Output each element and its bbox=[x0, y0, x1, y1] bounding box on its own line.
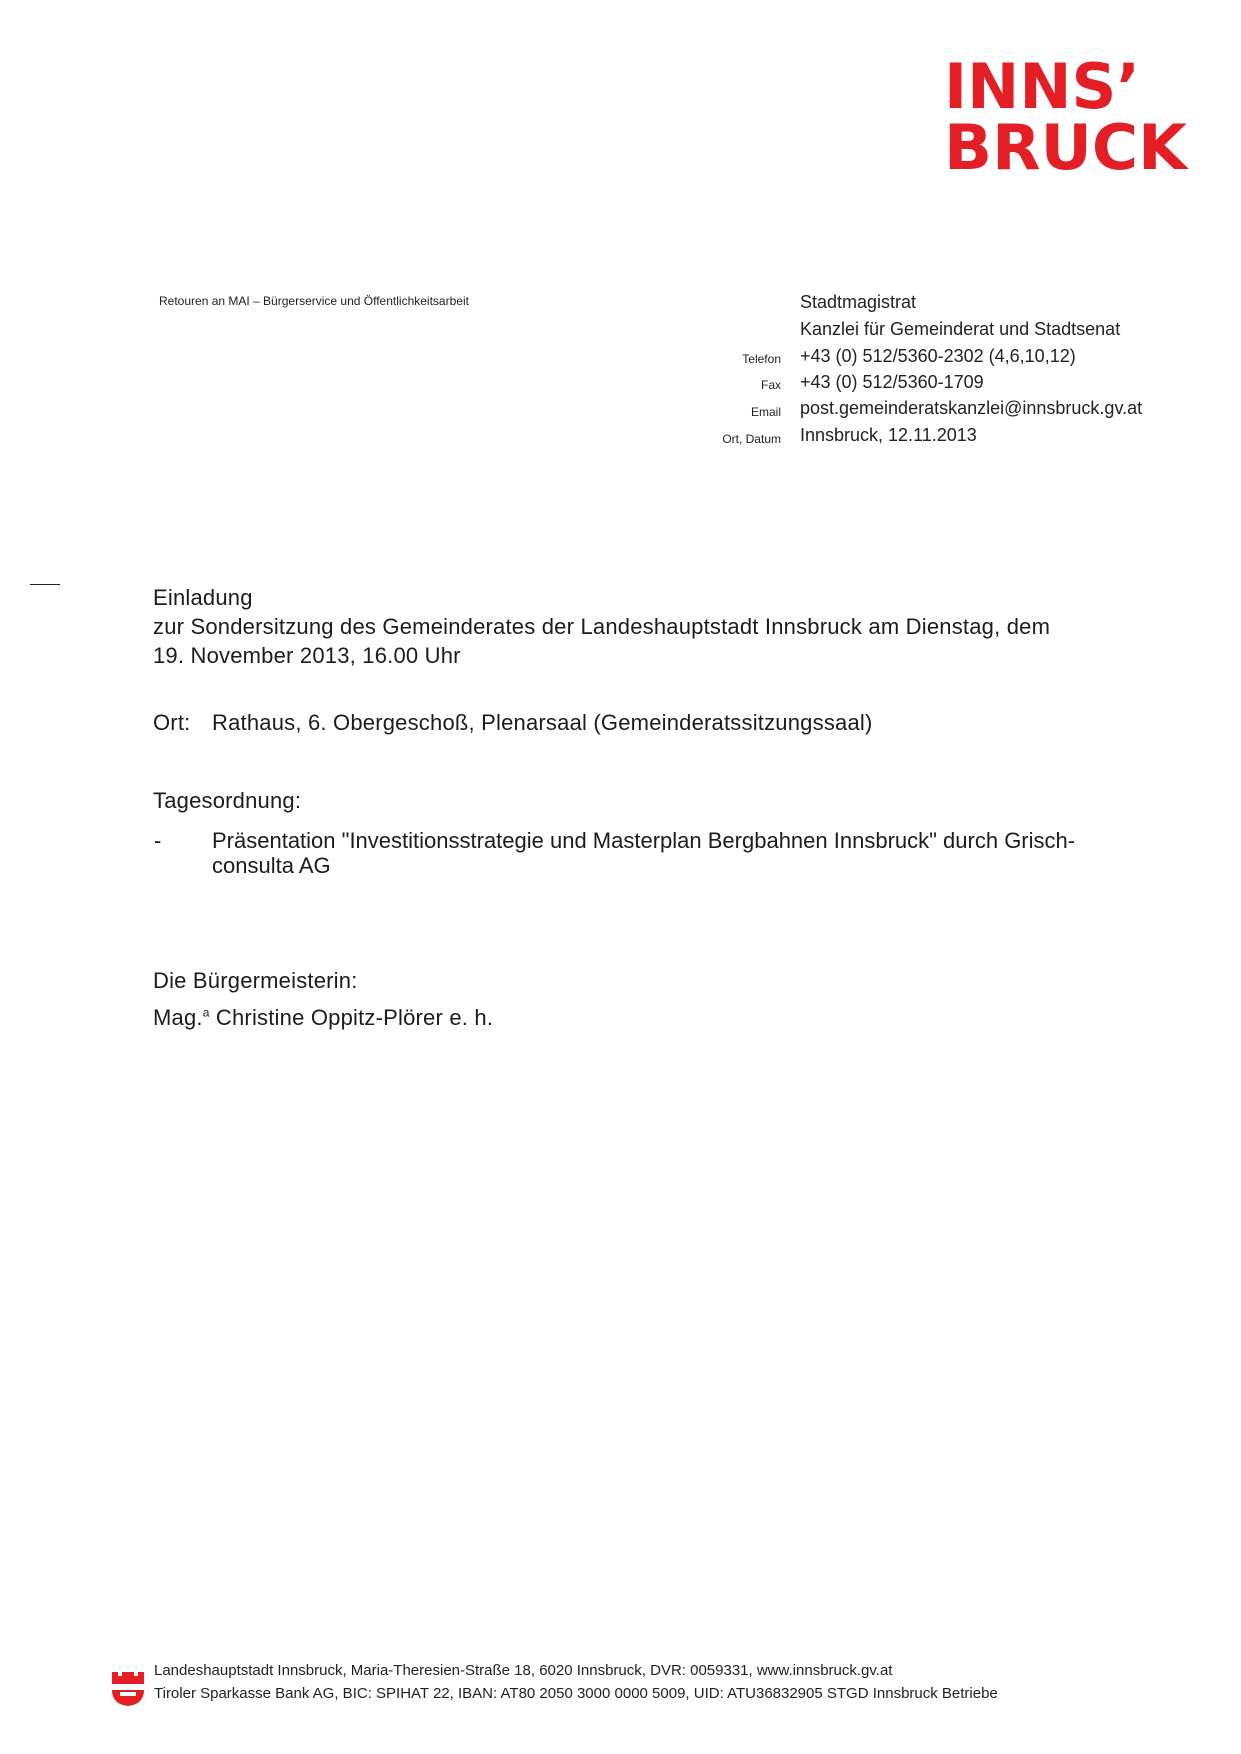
email-value: post.gemeinderatskanzlei@innsbruck.gv.at bbox=[800, 398, 1143, 418]
date-label: Ort, Datum bbox=[722, 432, 781, 446]
footer-address: Landeshauptstadt Innsbruck, Maria-Theresien-Straße 18, 6020 Innsbruck, DVR: 0059331, www.innsbruck.gv.at bbox=[154, 1662, 893, 1679]
logo-line2: BRUCK bbox=[944, 111, 1189, 174]
subject-line-1: zur Sondersitzung des Gemeinderates der Landeshauptstadt Innsbruck am Dienstag, dem bbox=[153, 614, 1051, 639]
signature-role: Die Bürgermeisterin: bbox=[153, 968, 358, 993]
agenda-heading: Tagesordnung: bbox=[153, 788, 302, 813]
agenda-bullet: - bbox=[154, 828, 162, 853]
city-crest-icon bbox=[110, 1668, 146, 1708]
return-address: Retouren an MAI – Bürgerservice und Öffentlichkeitsarbeit bbox=[159, 294, 469, 308]
phone-value: +43 (0) 512/5360-2302 (4,6,10,12) bbox=[800, 346, 1076, 366]
signature bbox=[153, 1005, 493, 1031]
location-label: Ort: bbox=[153, 710, 191, 735]
agenda-item: Präsentation "Investitionsstrategie und Masterplan Bergbahnen Innsbruck" durch Grisch-consulta AG bbox=[212, 828, 1076, 878]
fold-mark bbox=[30, 584, 60, 585]
phone-label: Telefon bbox=[742, 352, 781, 366]
signature-superscript: a bbox=[202, 1005, 210, 1020]
subject-line-2: 19. November 2013, 16.00 Uhr bbox=[153, 643, 461, 668]
signature-prefix: Mag. bbox=[153, 1005, 203, 1030]
email-label: Email bbox=[750, 405, 781, 419]
footer-bank: Tiroler Sparkasse Bank AG, BIC: SPIHAT 22, IBAN: AT80 2050 3000 0000 5009, UID: ATU36832905 STGD Innsbruck Betriebe bbox=[154, 1685, 998, 1702]
innsbruck-logo bbox=[944, 56, 1189, 174]
letter-title: Einladung bbox=[153, 585, 253, 610]
sender-office: Kanzlei für Gemeinderat und Stadtsenat bbox=[800, 319, 1121, 339]
fax-value: +43 (0) 512/5360-1709 bbox=[800, 372, 984, 392]
location-value: Rathaus, 6. Obergeschoß, Plenarsaal (Gemeinderatssitzungssaal) bbox=[212, 710, 873, 735]
fax-label: Fax bbox=[760, 378, 781, 392]
sender-department: Stadtmagistrat bbox=[800, 292, 917, 312]
date-value: Innsbruck, 12.11.2013 bbox=[800, 425, 977, 445]
signature-name: Christine Oppitz-Plörer e. h. bbox=[215, 1005, 494, 1030]
logo-line1: INNS’ bbox=[944, 56, 1140, 123]
